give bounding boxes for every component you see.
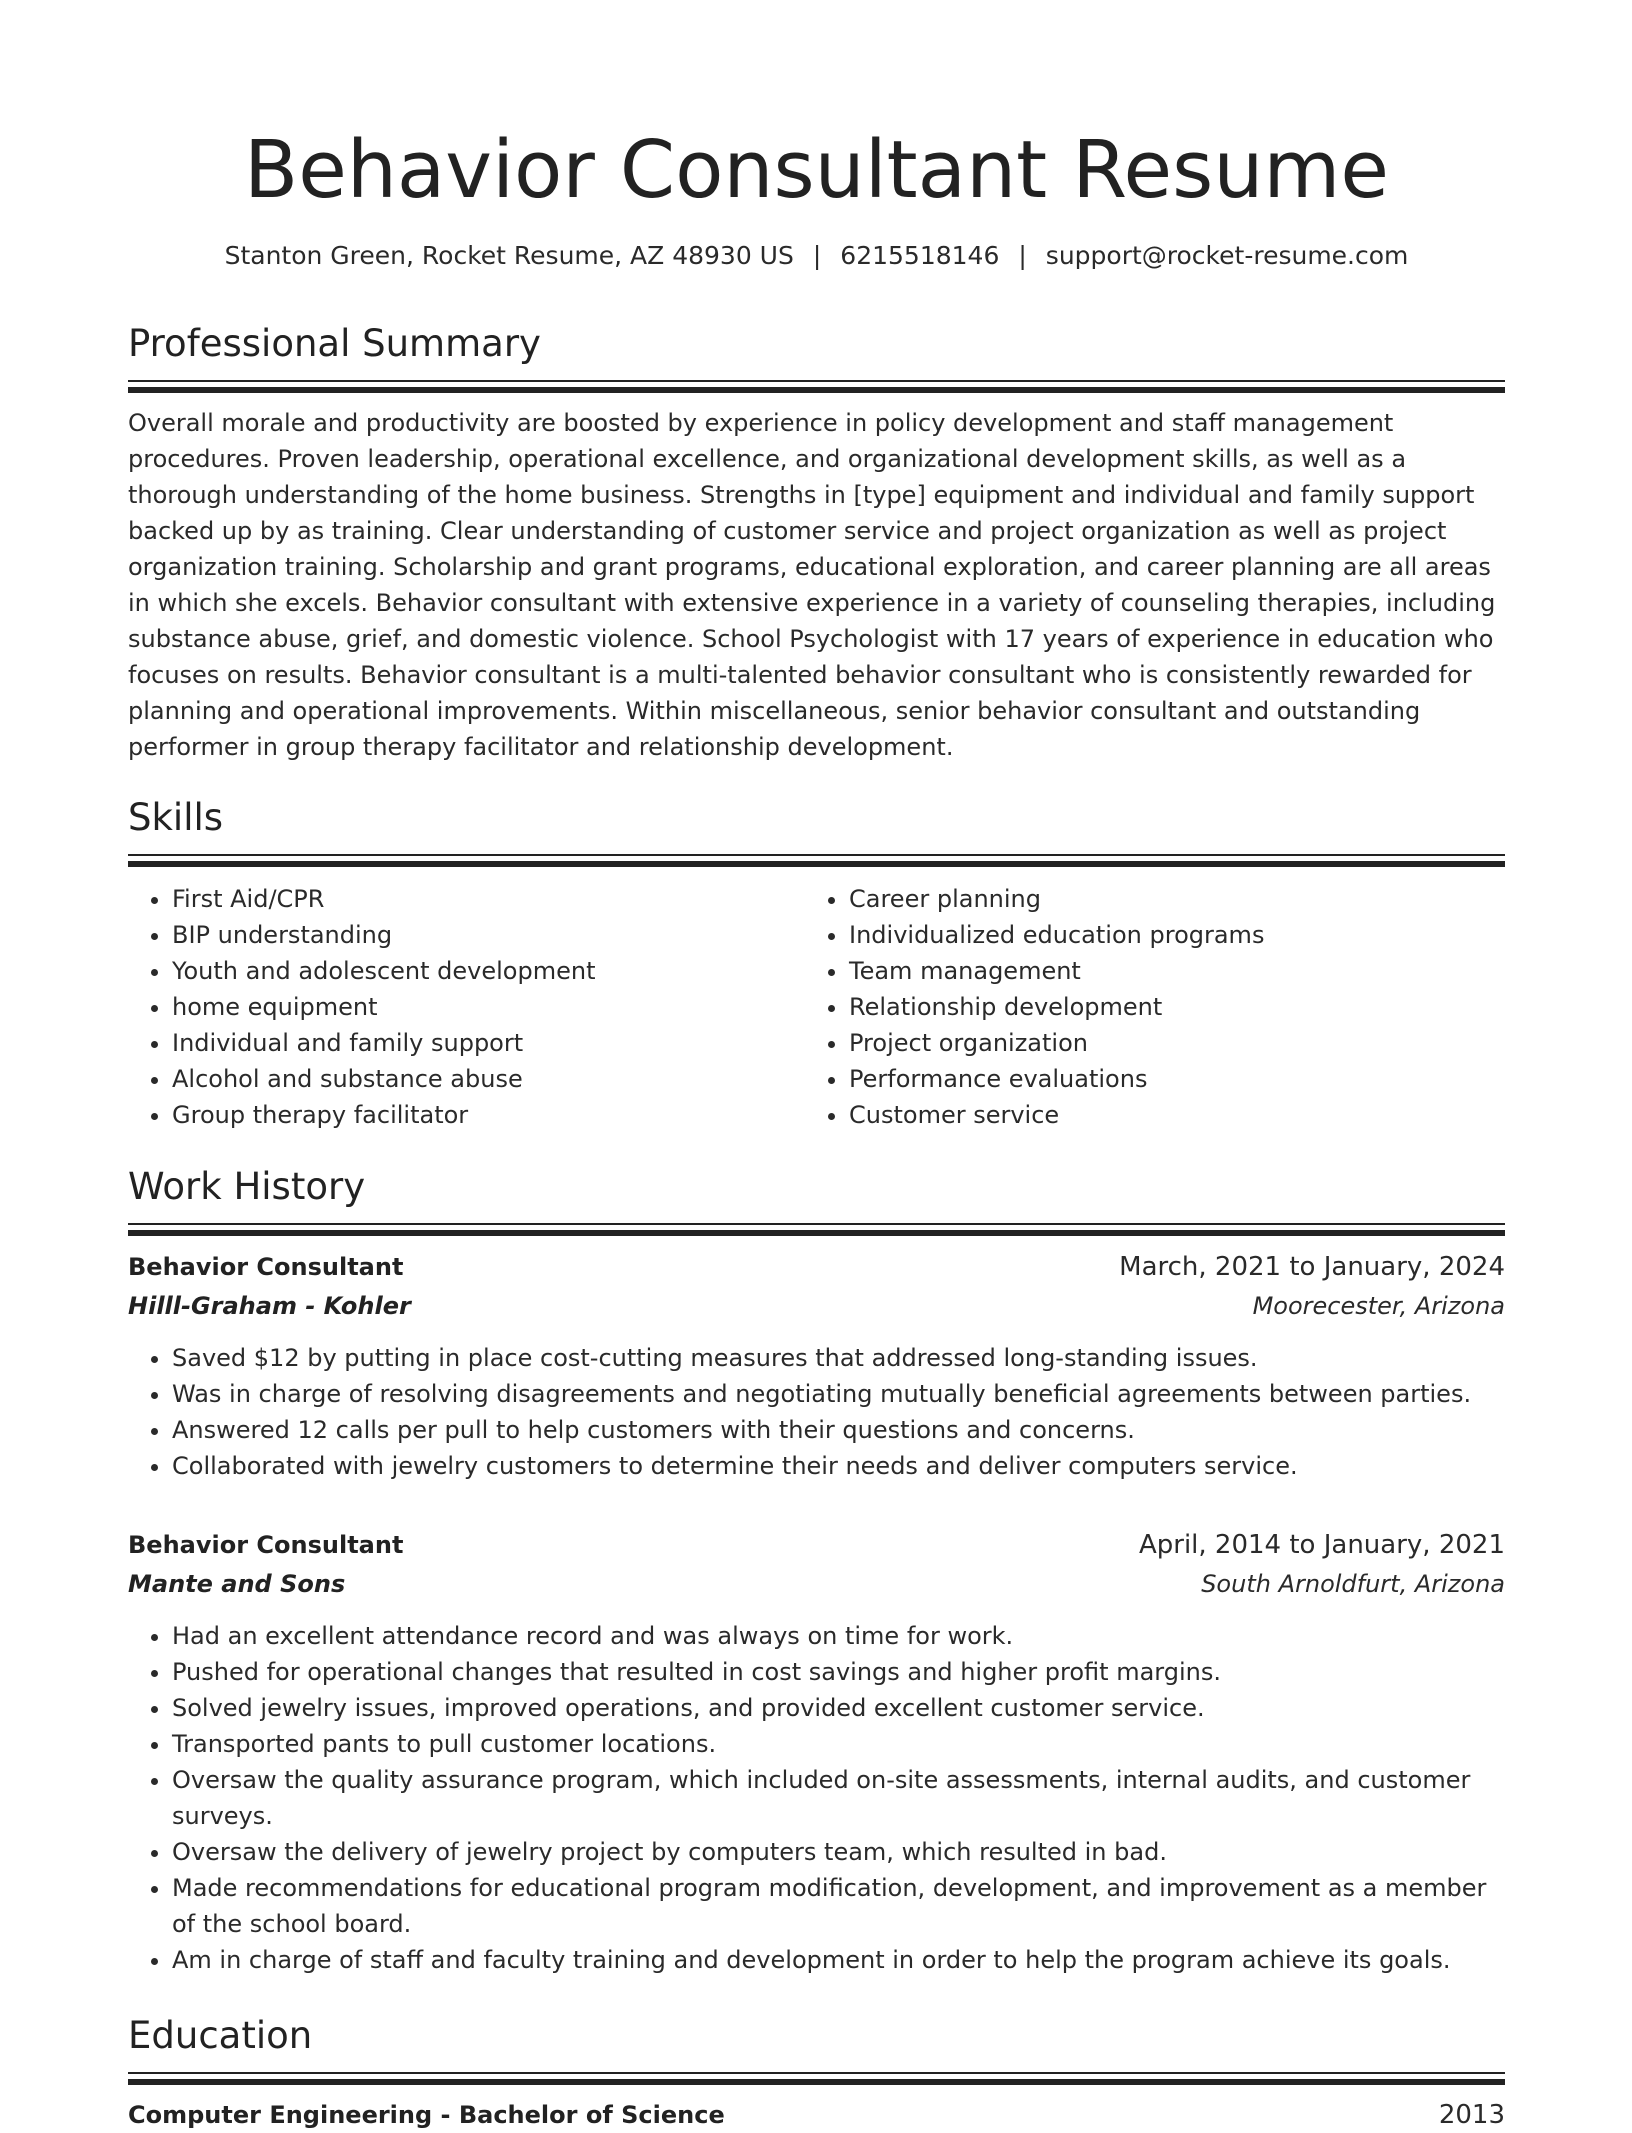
skill-item: • Performance evaluations [849, 1061, 1485, 1097]
job-bullet: • Had an excellent attendance record and was always on time for work. [172, 1618, 1505, 1654]
skill-item: • Relationship development [849, 989, 1485, 1025]
job-bullet: • Solved jewelry issues, improved operations, and provided excellent customer service. [172, 1690, 1505, 1726]
job-bullet: • Was in charge of resolving disagreements and negotiating mutually beneficial agreements between parties. [172, 1376, 1505, 1412]
contact-line [128, 240, 1505, 272]
section-heading-summary: Professional Summary [128, 322, 541, 365]
education-entry [128, 2097, 1505, 2133]
skill-item: • Individual and family support [172, 1025, 808, 1061]
job-company: Mante and Sons [128, 1570, 346, 1598]
job-bullet: • Oversaw the quality assurance program, which included on-site assessments, internal audits, and customer surveys. [172, 1762, 1505, 1834]
job-bullet: • Made recommendations for educational program modification, development, and improvement as a member of the school board. [172, 1870, 1505, 1942]
contact-address: Stanton Green, Rocket Resume, AZ 48930 US [224, 241, 794, 270]
job-company-row [128, 1565, 1505, 1604]
skill-item: • First Aid/CPR [172, 881, 808, 917]
education-section [128, 2012, 1505, 2133]
job-location: Moorecester, Arizona [1252, 1292, 1505, 1320]
skill-item: • home equipment [172, 989, 808, 1025]
job-bullets [128, 1340, 1505, 1484]
section-heading-work: Work History [128, 1165, 366, 1208]
job-title: Behavior Consultant [128, 1531, 404, 1559]
section-heading-skills: Skills [128, 796, 224, 839]
job-location: South Arnoldfurt, Arizona [1201, 1570, 1505, 1598]
work-history-section [128, 1163, 1505, 1978]
skills-list-left [128, 881, 808, 1133]
education-degree: Computer Engineering - Bachelor of Science [128, 2101, 725, 2129]
job-bullet: • Saved $12 by putting in place cost-cutting measures that addressed long-standing issues. [172, 1340, 1505, 1376]
skill-item: • Customer service [849, 1097, 1485, 1133]
job-company: Hilll-Graham - Kohler [128, 1292, 411, 1320]
education-year: 2013 [1438, 2100, 1505, 2130]
skill-item: • BIP understanding [172, 917, 808, 953]
contact-separator: | [812, 241, 822, 270]
skills-section [128, 794, 1505, 1133]
job-bullets [128, 1618, 1505, 1978]
resume-title: Behavior Consultant Resume [244, 124, 1389, 216]
section-divider [128, 380, 1505, 393]
resume-page [128, 0, 1505, 2133]
skill-item: • Group therapy facilitator [172, 1097, 808, 1133]
professional-summary-section [128, 320, 1505, 765]
job-bullet: • Am in charge of staff and faculty training and development in order to help the program achieve its goals. [172, 1942, 1505, 1978]
section-divider [128, 1223, 1505, 1236]
skill-item: • Team management [849, 953, 1485, 989]
skill-item: • Project organization [849, 1025, 1485, 1061]
skill-item: • Individualized education programs [849, 917, 1485, 953]
job-header-row [128, 1526, 1505, 1565]
section-divider [128, 854, 1505, 867]
job-bullet: • Answered 12 calls per pull to help customers with their questions and concerns. [172, 1412, 1505, 1448]
skills-list-right [808, 881, 1485, 1133]
job-entry [128, 1248, 1505, 1484]
job-entry [128, 1526, 1505, 1978]
contact-phone: 6215518146 [840, 241, 1000, 270]
job-company-row [128, 1287, 1505, 1326]
job-bullet: • Collaborated with jewelry customers to determine their needs and deliver computers service. [172, 1448, 1505, 1484]
section-heading-education: Education [128, 2014, 313, 2057]
summary-paragraph: Overall morale and productivity are boosted by experience in policy development and staff management procedures. Proven leadership, operational excellence, and organizational development skills, as well as a thorough understanding of the home business. Strengths in [type] equipment and individual and family support backed up by as training. Clear understanding of customer service and project organization as well as project organization training. Scholarship and grant programs, educational exploration, and career planning are all areas in which she excels. Behavior consultant with extensive experience in a variety of counseling therapies, including substance abuse, grief, and domestic violence. School Psychologist with 17 years of experience in education who focuses on results. Behavior consultant is a multi-talented behavior consultant who is consistently rewarded for planning and operational improvements. Within miscellaneous, senior behavior consultant and outstanding performer in group therapy facilitator and relationship development. [128, 409, 1496, 761]
contact-separator: | [1018, 241, 1027, 270]
contact-email: support@rocket-resume.com [1045, 241, 1409, 270]
job-bullet: • Transported pants to pull customer locations. [172, 1726, 1505, 1762]
job-dates: March, 2021 to January, 2024 [1119, 1252, 1505, 1282]
job-bullet: • Oversaw the delivery of jewelry project by computers team, which resulted in bad. [172, 1834, 1505, 1870]
job-bullet: • Pushed for operational changes that resulted in cost savings and higher profit margins. [172, 1654, 1505, 1690]
skill-item: • Youth and adolescent development [172, 953, 808, 989]
job-dates: April, 2014 to January, 2021 [1138, 1530, 1505, 1560]
skills-columns [128, 881, 1505, 1133]
skill-item: • Career planning [849, 881, 1485, 917]
section-divider [128, 2072, 1505, 2085]
job-header-row [128, 1248, 1505, 1287]
skill-item: • Alcohol and substance abuse [172, 1061, 808, 1097]
job-title: Behavior Consultant [128, 1253, 404, 1281]
